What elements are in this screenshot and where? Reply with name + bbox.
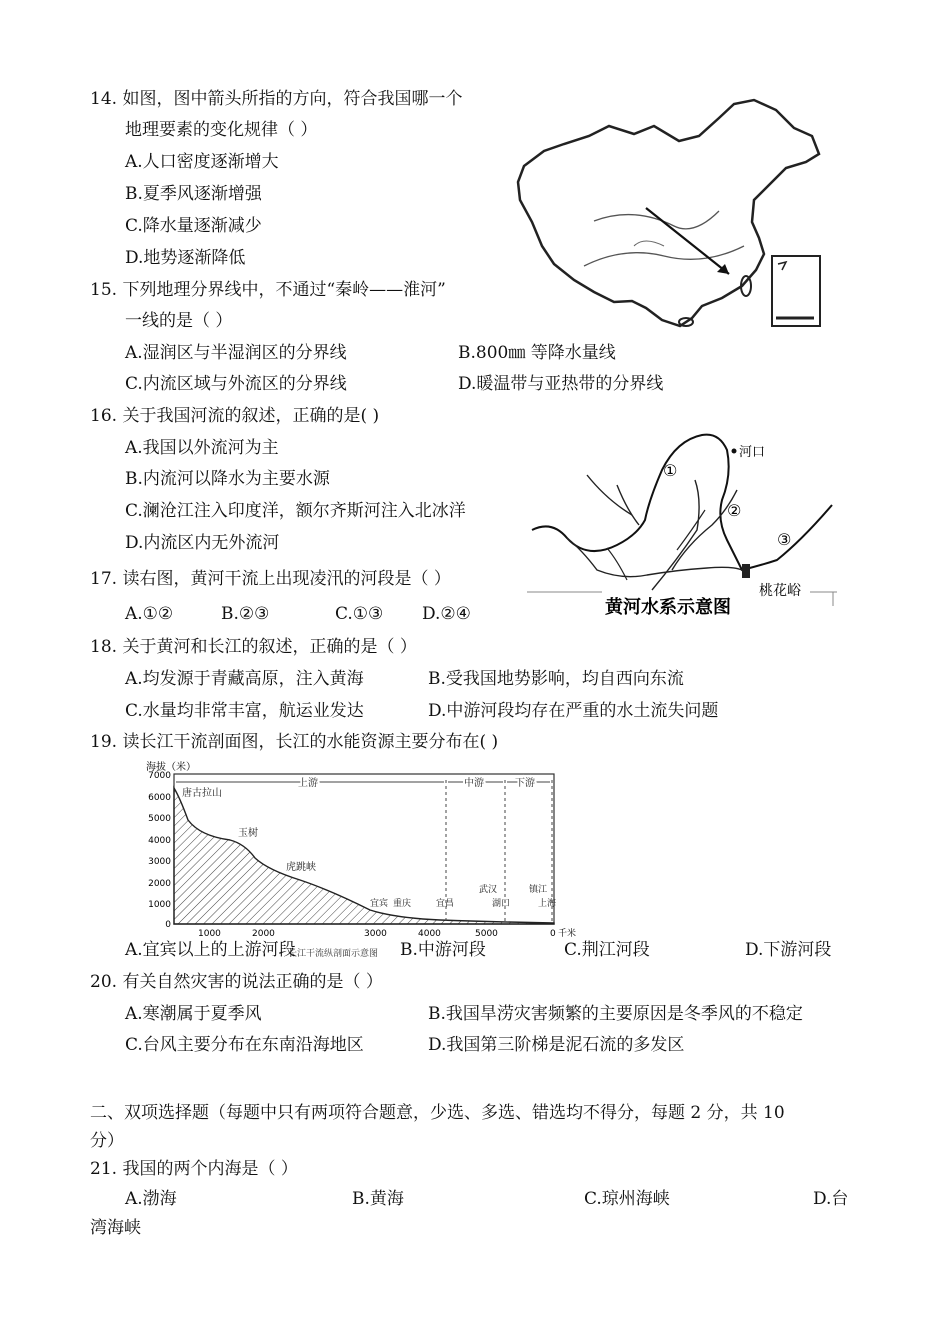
svg-text:5000: 5000 xyxy=(148,814,171,824)
q14-option-b: B.夏季风逐渐增强 xyxy=(125,184,262,204)
section2-heading-line1: 二、双项选择题（每题中只有两项符合题意，少选、多选、错选均不得分，每题 2 分，共 10 xyxy=(90,1103,785,1123)
q15-option-b: B.800㎜ 等降水量线 xyxy=(458,343,616,363)
river-yangtze xyxy=(584,246,744,266)
svg-text:0: 0 xyxy=(550,929,556,939)
svg-text:玉树: 玉树 xyxy=(238,828,258,839)
profile-ylabel: 海拔（米） xyxy=(146,762,196,773)
svg-text:3000: 3000 xyxy=(148,857,171,867)
label-taohuayu: 桃花峪 xyxy=(759,583,801,599)
svg-text:唐古拉山: 唐古拉山 xyxy=(182,788,222,799)
svg-text:1000: 1000 xyxy=(198,929,221,939)
q16-option-d: D.内流区内无外流河 xyxy=(125,533,280,553)
section-lower: 下游 xyxy=(515,778,535,789)
section-upper: 上游 xyxy=(298,778,318,789)
china-outline xyxy=(518,100,819,326)
q16-option-a: A.我国以外流河为主 xyxy=(125,438,279,458)
svg-text:重庆: 重庆 xyxy=(393,899,412,909)
q21-stem: 21. 我国的两个内海是（ ） xyxy=(90,1159,298,1179)
q18-option-a: A.均发源于青藏高原，注入黄海 xyxy=(125,669,364,689)
q18-option-c: C.水量均非常丰富，航运业发达 xyxy=(125,701,364,721)
direction-arrow xyxy=(646,208,729,274)
svg-text:7000: 7000 xyxy=(148,771,171,781)
profile-caption: 长江干流纵剖面示意图 xyxy=(288,949,379,958)
svg-text:4000: 4000 xyxy=(148,836,171,846)
q17-option-b: B.②③ xyxy=(221,604,270,624)
q16-stem: 16. 关于我国河流的叙述，正确的是( ) xyxy=(90,406,380,426)
q20-option-c: C.台风主要分布在东南沿海地区 xyxy=(125,1035,364,1055)
q15-option-d: D.暖温带与亚热带的分界线 xyxy=(458,374,664,394)
profile-xticks xyxy=(198,927,576,939)
yellow-river-figure xyxy=(527,430,837,626)
svg-text:上海: 上海 xyxy=(538,899,557,909)
label-estuary: 河口 xyxy=(739,445,766,460)
q20-stem: 20. 有关自然灾害的说法正确的是（ ） xyxy=(90,972,383,992)
tributary-2 xyxy=(617,485,639,525)
q19-option-c: C.荆江河段 xyxy=(564,940,650,960)
q14-option-c: C.降水量逐渐减少 xyxy=(125,216,262,236)
river-yellow xyxy=(594,211,719,229)
q21-option-d: D.台 xyxy=(813,1189,849,1209)
label-circle-1: ① xyxy=(663,461,678,480)
q14-stem-line1: 14. 如图，图中箭头所指的方向，符合我国哪一个 xyxy=(90,89,463,109)
svg-text:2000: 2000 xyxy=(252,929,275,939)
river-branch xyxy=(634,241,664,246)
q18-option-b: B.受我国地势影响，均自西向东流 xyxy=(428,669,684,689)
section2-heading-line2: 分） xyxy=(90,1131,124,1151)
tributary-south xyxy=(567,538,742,577)
svg-text:2000: 2000 xyxy=(148,879,171,889)
q19-stem: 19. 读长江干流剖面图，长江的水能资源主要分布在( ) xyxy=(90,732,499,752)
q16-option-c: C.澜沧江注入印度洋，额尔齐斯河注入北冰洋 xyxy=(125,501,466,521)
q18-option-d: D.中游河段均存在严重的水土流失问题 xyxy=(428,701,719,721)
q21-option-b: B.黄海 xyxy=(352,1189,404,1209)
q21-option-d-wrap: 湾海峡 xyxy=(90,1218,141,1238)
svg-text:0: 0 xyxy=(165,920,171,930)
section-middle: 中游 xyxy=(464,778,484,789)
svg-text:6000: 6000 xyxy=(148,793,171,803)
label-circle-3: ③ xyxy=(777,530,792,549)
q21-option-a: A.渤海 xyxy=(125,1189,177,1209)
q15-stem-line1: 15. 下列地理分界线中，不通过“秦岭——淮河” xyxy=(90,280,446,300)
q18-stem: 18. 关于黄河和长江的叙述，正确的是（ ） xyxy=(90,637,417,657)
svg-text:宜昌: 宜昌 xyxy=(436,899,455,909)
q16-option-b: B.内流河以降水为主要水源 xyxy=(125,469,330,489)
svg-text:4000: 4000 xyxy=(418,929,441,939)
svg-text:3000: 3000 xyxy=(364,929,387,939)
yellow-river-title: 黄河水系示意图 xyxy=(605,597,731,618)
q19-option-a: A.宜宾以上的上游河段 xyxy=(125,940,296,960)
q14-option-a: A.人口密度逐渐增大 xyxy=(125,152,279,172)
label-circle-2: ② xyxy=(727,501,742,520)
svg-text:宜宾: 宜宾 xyxy=(370,899,389,909)
q17-stem: 17. 读右图，黄河干流上出现凌汛的河段是（ ） xyxy=(90,569,451,589)
svg-text:湖口: 湖口 xyxy=(492,899,511,909)
q20-option-a: A.寒潮属于夏季风 xyxy=(125,1004,262,1024)
china-map-figure xyxy=(514,96,834,336)
svg-text:5000: 5000 xyxy=(475,929,498,939)
svg-text:虎跳峡: 虎跳峡 xyxy=(286,862,316,873)
svg-text:1000: 1000 xyxy=(148,900,171,910)
profile-yticks xyxy=(148,771,171,930)
svg-text:千米: 千米 xyxy=(558,929,577,939)
q19-option-b: B.中游河段 xyxy=(400,940,486,960)
svg-text:武汉: 武汉 xyxy=(479,885,498,895)
q15-option-a: A.湿润区与半湿润区的分界线 xyxy=(125,343,347,363)
taohuayu-marker xyxy=(742,564,750,578)
svg-text:镇江: 镇江 xyxy=(529,885,548,895)
yellow-river-mainstem xyxy=(532,435,832,570)
tributary-1 xyxy=(587,475,632,515)
q14-stem-line2: 地理要素的变化规律（ ） xyxy=(125,120,318,140)
q21-option-c: C.琼州海峡 xyxy=(584,1189,670,1209)
q17-option-d: D.②④ xyxy=(422,604,471,624)
q19-option-d: D.下游河段 xyxy=(745,940,832,960)
yangtze-profile-figure xyxy=(140,758,580,958)
estuary-dot xyxy=(732,449,737,454)
q15-option-c: C.内流区域与外流区的分界线 xyxy=(125,374,347,394)
q17-option-c: C.①③ xyxy=(335,604,384,624)
q20-option-d: D.我国第三阶梯是泥石流的多发区 xyxy=(428,1035,685,1055)
q20-option-b: B.我国旱涝灾害频繁的主要原因是冬季风的不稳定 xyxy=(428,1004,803,1024)
south-sea-inset xyxy=(772,256,820,326)
q17-option-a: A.①② xyxy=(125,604,174,624)
q14-option-d: D.地势逐渐降低 xyxy=(125,248,246,268)
q15-stem-line2: 一线的是（ ） xyxy=(125,311,233,331)
